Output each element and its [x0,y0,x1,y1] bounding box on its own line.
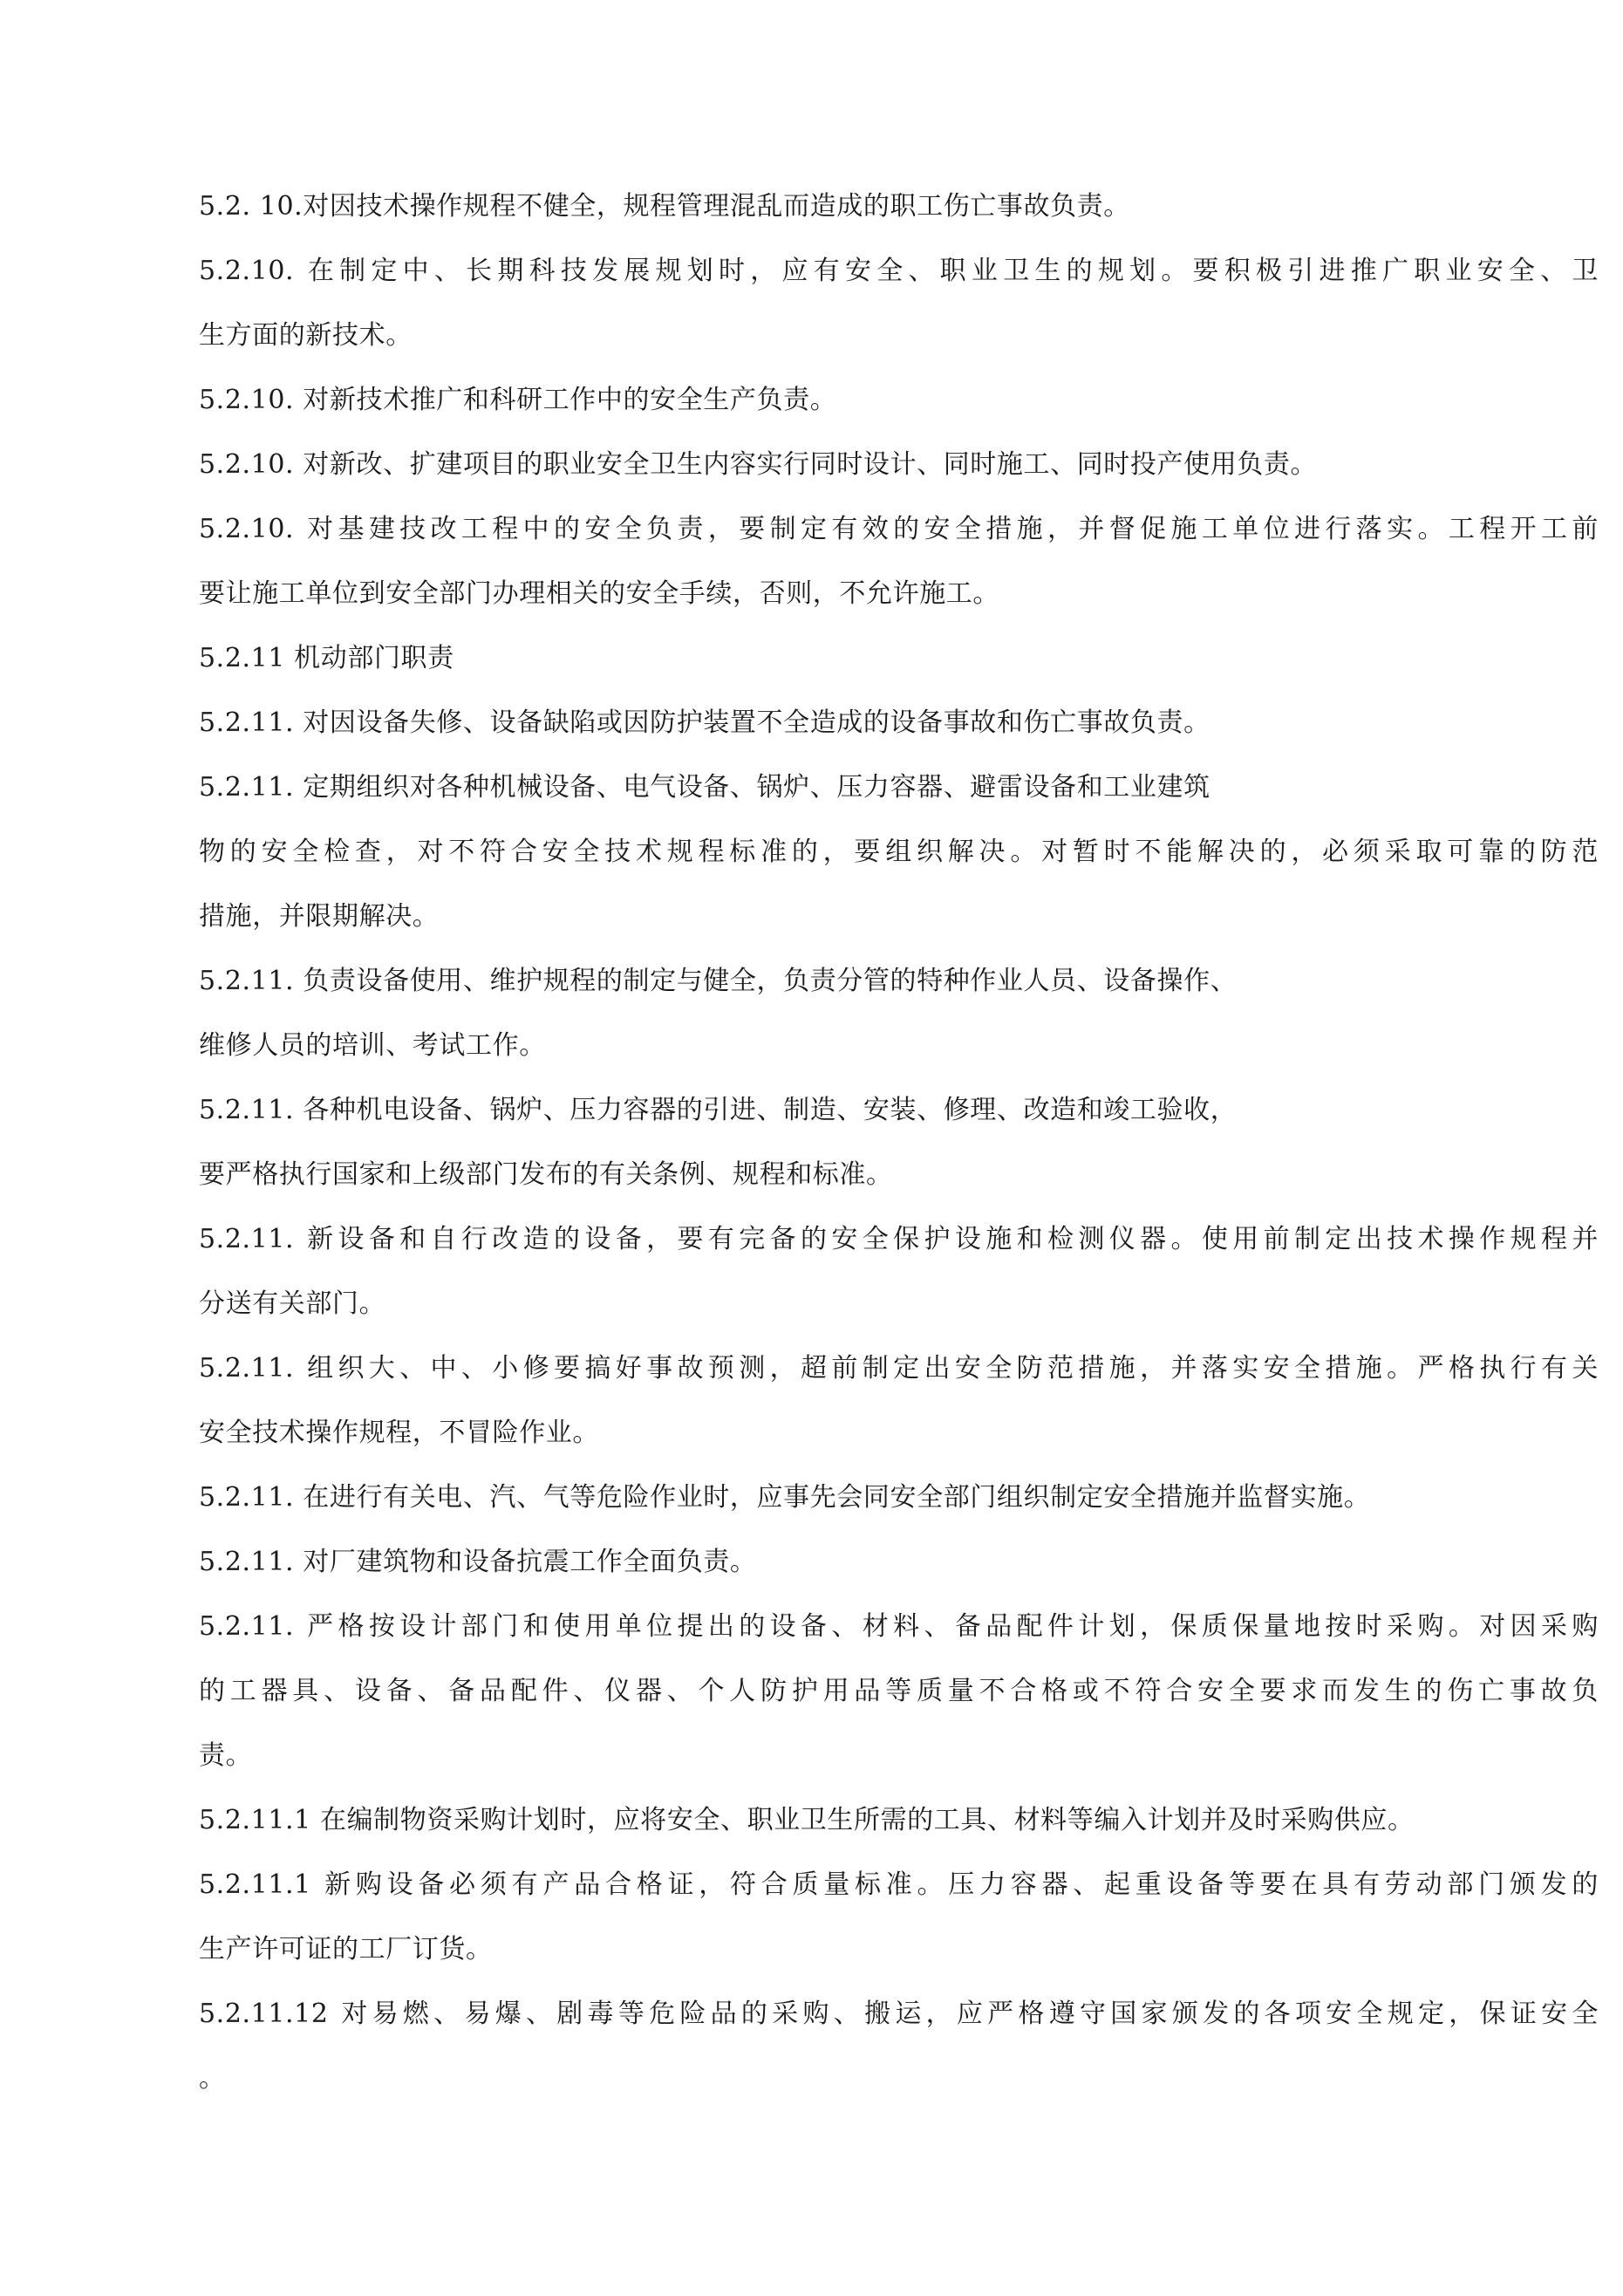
text-line: 生产许可证的工厂订货。 [199,1934,493,1965]
text-line: 维修人员的培训、考试工作。 [199,1030,546,1061]
text-line: 5.2.11.1 在编制物资采购计划时，应将安全、职业卫生所需的工具、材料等编入计划并及时采购供应。 [199,1805,1415,1835]
text-line: 要让施工单位到安全部门办理相关的安全手续，否则，不允许施工。 [199,578,999,609]
text-line: 5.2.11. 组织大、中、小修要搞好事故预测，超前制定出安全防范措施，并落实安全措施。严格执行有关 [199,1353,1599,1384]
text-line: 5.2.11. 新设备和自行改造的设备，要有完备的安全保护设施和检测仪器。使用前制定出技术操作规程并 [199,1224,1599,1254]
text-line: 要严格执行国家和上级部门发布的有关条例、规程和标准。 [199,1159,893,1190]
text-line: 5.2. 10.对因技术操作规程不健全，规程管理混乱而造成的职工伤亡事故负责。 [199,191,1130,222]
text-line: 物的安全检查，对不符合安全技术规程标准的，要组织解决。对暂时不能解决的，必须采取可靠的防范 [199,837,1599,867]
text-line: 5.2.11. 对厂建筑物和设备抗震工作全面负责。 [199,1547,757,1577]
text-line: 5.2.11 机动部门职责 [199,643,454,673]
text-line: 5.2.10. 对新改、扩建项目的职业安全卫生内容实行同时设计、同时施工、同时投产使用负责。 [199,449,1318,480]
document-body [199,174,1599,2111]
text-line: 5.2.10. 在制定中、长期科技发展规划时，应有安全、职业卫生的规划。要积极引进推广职业安全、卫 [199,256,1599,286]
text-line: 分送有关部门。 [199,1288,386,1319]
text-line: 5.2.11. 各种机电设备、锅炉、压力容器的引进、制造、安装、修理、改造和竣工验收， [199,1095,1238,1125]
text-line: 5.2.11. 负责设备使用、维护规程的制定与健全，负责分管的特种作业人员、设备操作、 [199,966,1238,996]
text-line: 的工器具、设备、备品配件、仪器、个人防护用品等质量不合格或不符合安全要求而发生的伤亡事故负 [199,1676,1599,1706]
text-line: 5.2.10. 对基建技改工程中的安全负责，要制定有效的安全措施，并督促施工单位进行落实。工程开工前 [199,514,1599,544]
text-line: 。 [199,2063,226,2094]
text-line: 5.2.11. 严格按设计部门和使用单位提出的设备、材料、备品配件计划，保质保量地按时采购。对因采购 [199,1611,1599,1642]
text-line: 措施，并限期解决。 [199,901,440,932]
text-line: 5.2.11. 在进行有关电、汽、气等危险作业时，应事先会同安全部门组织制定安全措施并监督实施。 [199,1482,1371,1513]
text-line: 安全技术操作规程，不冒险作业。 [199,1418,599,1448]
text-line: 5.2.11.12 对易燃、易爆、剧毒等危险品的采购、搬运，应严格遵守国家颁发的各项安全规定，保证安全 [199,1999,1599,2029]
text-line: 5.2.11. 定期组织对各种机械设备、电气设备、锅炉、压力容器、避雷设备和工业建筑 [199,772,1210,803]
text-line: 责。 [199,1740,253,1771]
text-line: 5.2.10. 对新技术推广和科研工作中的安全生产负责。 [199,385,837,415]
text-line: 5.2.11. 对因设备失修、设备缺陷或因防护装置不全造成的设备事故和伤亡事故负责。 [199,707,1210,738]
text-line: 5.2.11.1 新购设备必须有产品合格证，符合质量标准。压力容器、起重设备等要在具有劳动部门颁发的 [199,1869,1599,1900]
text-line: 生方面的新技术。 [199,320,413,351]
